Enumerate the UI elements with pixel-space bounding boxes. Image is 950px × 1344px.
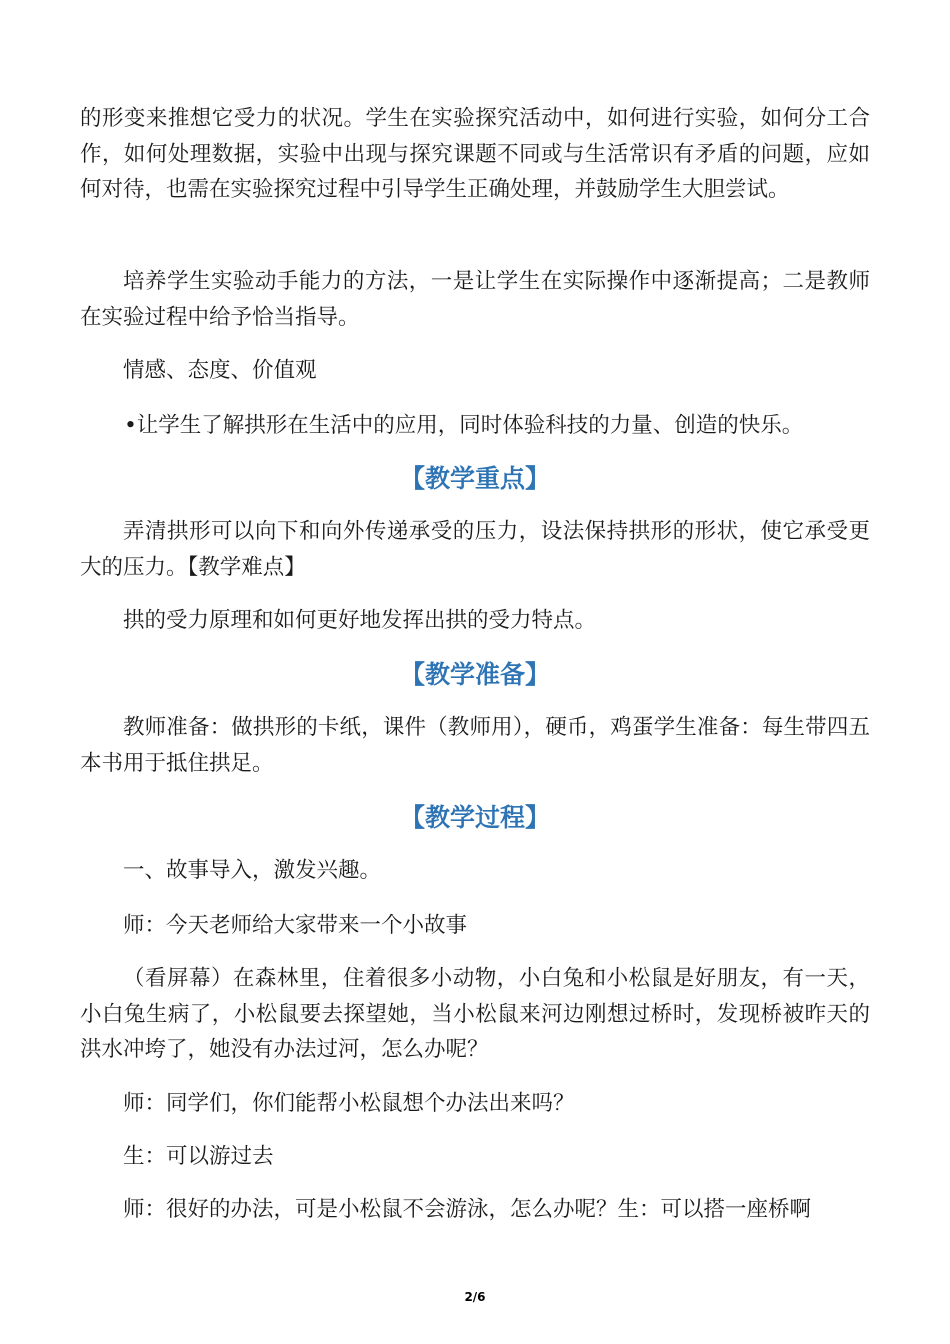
paragraph-emotion-attitude-values: 情感、态度、价值观 bbox=[123, 358, 317, 383]
paragraph-arch-application-bullet: •让学生了解拱形在生活中的应用，同时体验科技的力量、创造的快乐。 bbox=[124, 413, 804, 438]
heading-teaching-process: 【教学过程】 bbox=[399, 803, 550, 832]
paragraph-difficulties-content: 拱的受力原理和如何更好地发挥出拱的受力特点。 bbox=[123, 608, 597, 633]
paragraph-key-points-content: 弄清拱形可以向下和向外传递承受的压力，设法保持拱形的形状，使它承受更大的压力。【教学难点】 bbox=[80, 519, 870, 580]
paragraph-student-answer: 生：可以游过去 bbox=[123, 1144, 274, 1169]
heading-teaching-key-points: 【教学重点】 bbox=[399, 464, 550, 493]
paragraph-teacher-student-dialogue: 师：很好的办法，可是小松鼠不会游泳，怎么办呢？生：可以搭一座桥啊 bbox=[123, 1197, 812, 1222]
heading-teaching-preparation: 【教学准备】 bbox=[399, 660, 550, 689]
paragraph-hands-on-ability: 培养学生实验动手能力的方法，一是让学生在实际操作中逐渐提高；二是教师在实验过程中给予恰当指导。 bbox=[80, 269, 870, 330]
paragraph-story-introduction: 一、故事导入，激发兴趣。 bbox=[123, 858, 382, 883]
paragraph-teacher-question: 师：同学们，你们能帮小松鼠想个办法出来吗？ bbox=[123, 1091, 575, 1116]
paragraph-forest-story: （看屏幕）在森林里，住着很多小动物，小白兔和小松鼠是好朋友，有一天，小白兔生病了，小松鼠要去探望她，当小松鼠来河边刚想过桥时，发现桥被昨天的洪水冲垮了，她没有办法过河，怎么办呢？ bbox=[80, 966, 870, 1062]
document-page bbox=[80, 0, 870, 1344]
paragraph-teacher-story: 师：今天老师给大家带来一个小故事 bbox=[123, 913, 468, 938]
paragraph-preparation-content: 教师准备：做拱形的卡纸，课件（教师用），硬币，鸡蛋学生准备：每生带四五本书用于抵住拱足。 bbox=[80, 715, 870, 776]
page-number: 2/6 bbox=[464, 1290, 486, 1304]
paragraph-experiment-guidance: 的形变来推想它受力的状况。学生在实验探究活动中，如何进行实验，如何分工合作，如何处理数据，实验中出现与探究课题不同或与生活常识有矛盾的问题，应如何对待，也需在实验探究过程中引导学生正确处理，并鼓励学生大胆尝试。 bbox=[80, 106, 870, 202]
